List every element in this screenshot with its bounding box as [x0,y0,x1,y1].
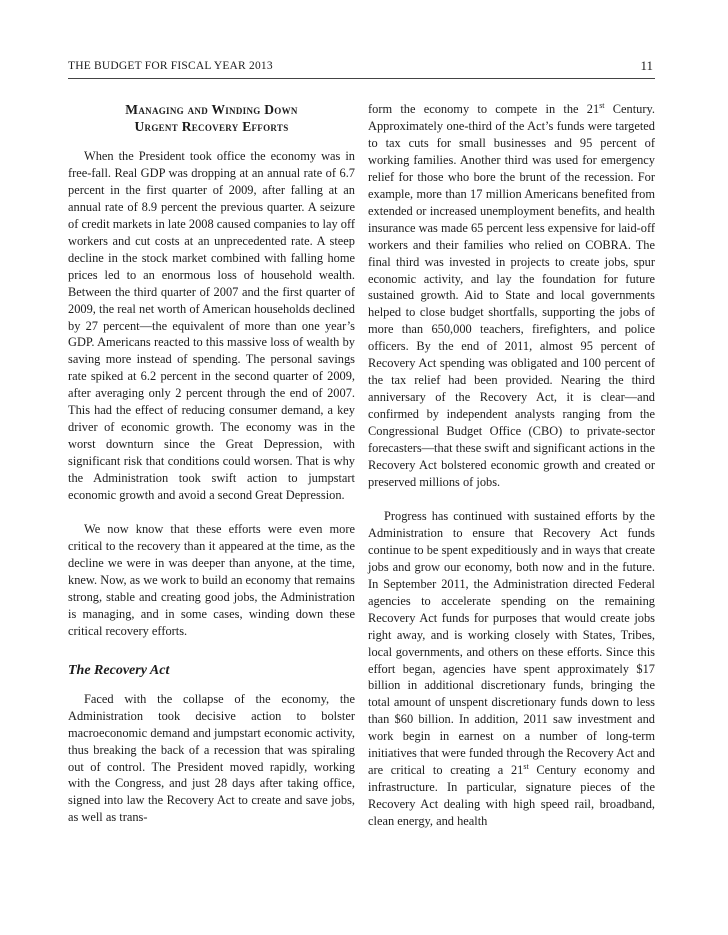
page-number: 11 [640,58,653,73]
header-title: THE BUDGET FOR FISCAL YEAR 2013 [68,60,273,72]
section-heading [68,101,355,135]
running-header [68,56,655,79]
section-heading-line-1: Managing and Winding Down [125,102,298,117]
paragraph-act-funds [368,101,655,491]
paragraph-act-funds-part-2: Century. Approximately one-third of the Act’s funds were targeted to tax cuts for small businesses and 95 percent of working families. Another third was used for emergency relief for those who bore the brunt of the recession. For example, more than 17 million Americans benefited from extended or increased unemployment benefits, and health insurance was made 65 percent less expensive for laid-off workers and their families who relied on COBRA. The final third was invested in projects to create jobs, spur economic activity, and lay the foundation for future sustained growth. Aid to State and local governments helped to close budget shortfalls, supporting the jobs of more than 650,000 teachers, firefighters, and police officers. By the end of 2011, almost 95 percent of Recovery Act spending was obligated and 100 percent of the tax relief had been provided. Nearing the third anniversary of the Recovery Act, it is clear—and confirmed by independent analysts ranging from the Congressional Budget Office (CBO) to private-sector forecasters—that these swift and significant actions in the Recovery Act bolstered economic growth and created or preserved millions of jobs. [368,102,655,489]
paragraph-economy-freefall: When the President took office the economy was in free-fall. Real GDP was dropping at an annual rate of 6.7 percent in the first quarter of 2009, after falling at an annual rate of 8.9 percent the previous quarter. A seizure of credit markets in late 2008 caused companies to lay off workers and cut costs at an unprecedented rate. A steep decline in the stock market combined with falling home prices led to an enormous loss of household wealth. Between the third quarter of 2007 and the first quarter of 2009, the real net worth of American households declined by 27 percent—the equivalent of more than one year’s GDP. Americans reacted to this massive loss of wealth by saving more instead of spending. The personal savings rate spiked at 6.2 percent in the second quarter of 2009, after averaging only 2 percent through the end of 2007. This had the effect of reducing consumer demand, a key driver of economic growth. The economy was in the worst downturn since the Great Depression, with significant risk that conditions could worsen. That is why the Administration took swift action to jumpstart economic growth and avoid a second Great Depression. [68,149,355,503]
paragraph-progress [368,508,655,830]
paragraph-decisive-action: Faced with the collapse of the economy, the Administration took decisive action to bolster macroeconomic demand and jumpstart economic activity, thus breaking the back of a recession that was spiraling out of control. The President moved rapidly, working with the Congress, and just 28 days after taking office, signed into law the Recovery Act to create and save jobs, as well as trans- [68,691,355,825]
superscript-st: st [523,762,529,772]
paragraph-act-funds-part-1: form the economy to compete in the 21 [368,102,600,116]
superscript-st: st [599,100,605,110]
left-column [68,101,355,826]
paragraph-critical-efforts: We now know that these efforts were even more critical to the recovery than it appeared at the time, as the decline we were in was deeper than anyone, at the time, knew. Now, as we work to build an economy that remains strong, stable and creating good jobs, the Administration is managing, and in some cases, winding down these critical recovery efforts. [68,522,355,638]
paragraph-progress-part-2: Century economy and infrastructure. In particular, signature pieces of the Recovery Act dealing with high speed rail, broadband, clean energy, and health [368,763,655,829]
subheading-recovery-act: The Recovery Act [68,662,170,678]
right-column [368,101,655,830]
paragraph-progress-part-1: Progress has continued with sustained efforts by the Administration to ensure that Recovery Act funds continue to be spent expeditiously and in ways that create jobs and grow our economy, both now and in the future. In September 2011, the Administration directed Federal agencies to accelerate spending on the remaining Recovery Act funds for purposes that would create jobs right away, and is working closely with States, Tribes, local governments, and others on these efforts. Since this effort began, agencies have spent approximately $17 billion in additional discretionary funds, bringing the total amount of unspent discretionary funds down to less than $60 billion. In addition, 2011 saw investment and work begin in earnest on a number of long-term initiatives that were funded through the Recovery Act and are critical to creating a 21 [368,508,655,778]
section-heading-line-2: Urgent Recovery Efforts [134,119,289,134]
